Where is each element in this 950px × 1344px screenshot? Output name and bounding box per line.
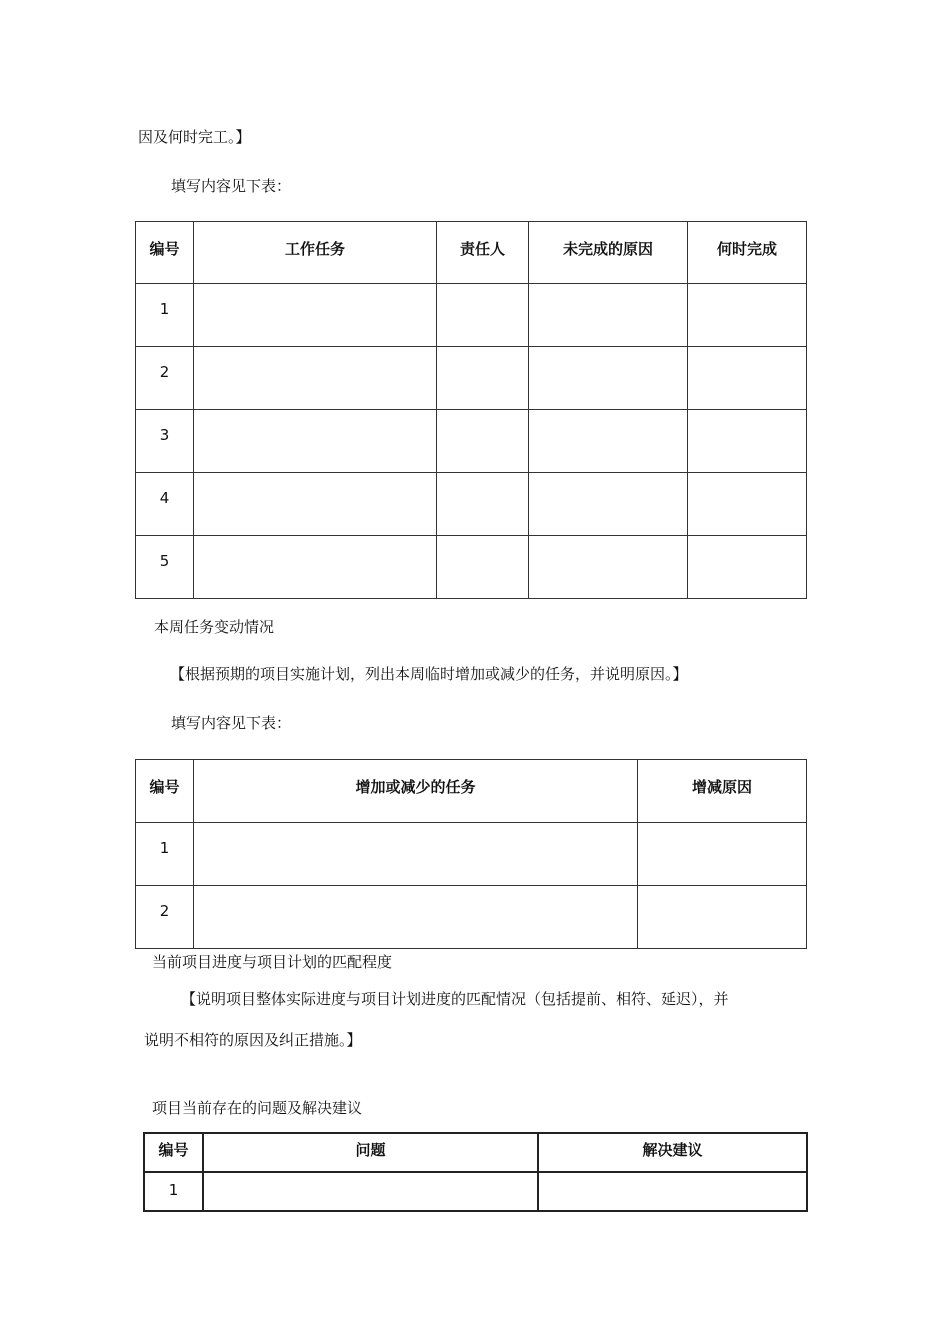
completion-cell[interactable]	[688, 473, 807, 536]
row-number: 1	[144, 1172, 203, 1211]
task-changes-description: 【根据预期的项目实施计划，列出本周临时增加或减少的任务，并说明原因。】	[170, 665, 688, 683]
row-number: 2	[136, 886, 194, 949]
task-changes-table	[135, 759, 807, 949]
reason-cell[interactable]	[529, 536, 688, 599]
owner-cell[interactable]	[437, 284, 529, 347]
table-row	[136, 536, 807, 599]
header-cell: 编号	[136, 222, 194, 284]
row-number: 1	[136, 823, 194, 886]
completion-cell[interactable]	[688, 284, 807, 347]
completion-cell[interactable]	[688, 347, 807, 410]
row-number: 2	[136, 347, 194, 410]
header-cell: 工作任务	[194, 222, 437, 284]
table-row	[136, 473, 807, 536]
task-cell[interactable]	[194, 410, 437, 473]
section-title-task-changes: 本周任务变动情况	[154, 618, 275, 636]
completion-cell[interactable]	[688, 536, 807, 599]
issues-table	[143, 1132, 808, 1212]
header-cell: 解决建议	[538, 1133, 807, 1172]
owner-cell[interactable]	[437, 410, 529, 473]
suggestion-cell[interactable]	[538, 1172, 807, 1211]
fill-instruction-2: 填写内容见下表：	[171, 714, 292, 732]
reason-cell[interactable]	[529, 347, 688, 410]
table-row	[144, 1172, 807, 1211]
owner-cell[interactable]	[437, 473, 529, 536]
header-cell: 未完成的原因	[529, 222, 688, 284]
task-cell[interactable]	[194, 473, 437, 536]
progress-match-description-cont: 说明不相符的原因及纠正措施。】	[144, 1031, 362, 1049]
reason-cell[interactable]	[529, 284, 688, 347]
header-cell: 增加或减少的任务	[194, 760, 638, 823]
owner-cell[interactable]	[437, 536, 529, 599]
owner-cell[interactable]	[437, 347, 529, 410]
row-number: 3	[136, 410, 194, 473]
header-cell: 编号	[144, 1133, 203, 1172]
table-header-row	[144, 1133, 807, 1172]
table-header-row	[136, 222, 807, 284]
changed-task-cell[interactable]	[194, 886, 638, 949]
table-row	[136, 410, 807, 473]
table-row	[136, 347, 807, 410]
row-number: 1	[136, 284, 194, 347]
header-cell: 问题	[203, 1133, 538, 1172]
row-number: 5	[136, 536, 194, 599]
table-row	[136, 823, 807, 886]
change-reason-cell[interactable]	[638, 823, 807, 886]
reason-cell[interactable]	[529, 410, 688, 473]
issue-cell[interactable]	[203, 1172, 538, 1211]
changed-task-cell[interactable]	[194, 823, 638, 886]
header-cell: 何时完成	[688, 222, 807, 284]
header-cell: 增减原因	[638, 760, 807, 823]
section-title-progress-match: 当前项目进度与项目计划的匹配程度	[152, 953, 393, 971]
table-row	[136, 886, 807, 949]
completion-cell[interactable]	[688, 410, 807, 473]
paragraph-continuation: 因及何时完工。】	[138, 128, 251, 146]
task-cell[interactable]	[194, 284, 437, 347]
progress-match-description: 【说明项目整体实际进度与项目计划进度的匹配情况（包括提前、相符、延迟），并	[181, 990, 729, 1008]
task-cell[interactable]	[194, 536, 437, 599]
header-cell: 编号	[136, 760, 194, 823]
incomplete-tasks-table	[135, 221, 807, 599]
table-header-row	[136, 760, 807, 823]
header-cell: 责任人	[437, 222, 529, 284]
section-title-issues: 项目当前存在的问题及解决建议	[152, 1099, 363, 1117]
fill-instruction-1: 填写内容见下表：	[171, 177, 292, 195]
table-row	[136, 284, 807, 347]
task-cell[interactable]	[194, 347, 437, 410]
reason-cell[interactable]	[529, 473, 688, 536]
row-number: 4	[136, 473, 194, 536]
change-reason-cell[interactable]	[638, 886, 807, 949]
